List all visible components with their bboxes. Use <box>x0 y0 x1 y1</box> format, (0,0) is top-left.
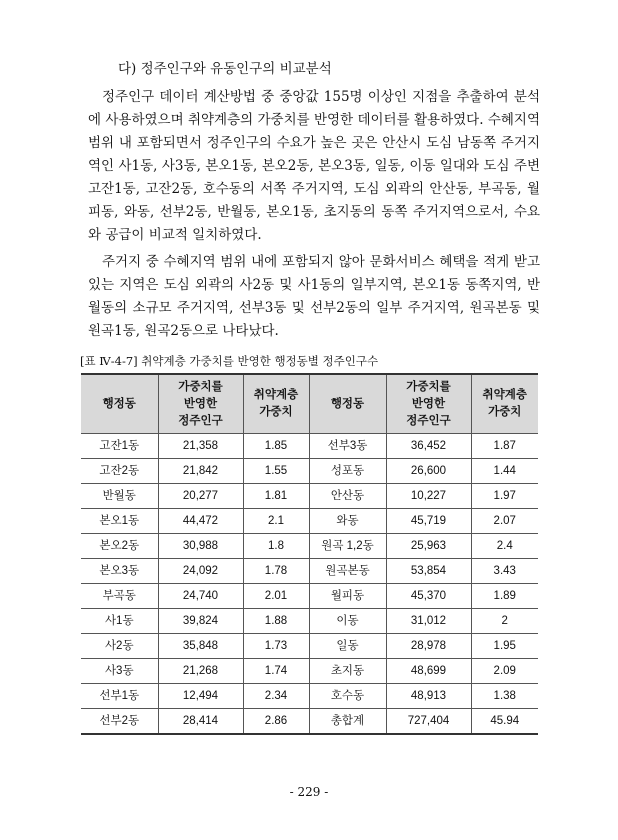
table-cell: 성포동 <box>309 459 386 484</box>
section-heading: 다) 정주인구와 유동인구의 비교분석 <box>118 61 332 77</box>
table-cell: 36,452 <box>386 434 471 459</box>
table-cell: 26,600 <box>386 459 471 484</box>
table-cell: 일동 <box>309 634 386 659</box>
table-row <box>81 634 538 659</box>
table-cell: 12,494 <box>158 684 243 709</box>
table-cell: 본오2동 <box>81 534 158 559</box>
table-cell: 부곡동 <box>81 584 158 609</box>
page-number: - 229 - <box>289 785 329 799</box>
column-header: 취약계층 가중치 <box>243 374 309 434</box>
table-cell: 21,842 <box>158 459 243 484</box>
table-row <box>81 659 538 684</box>
table-cell: 44,472 <box>158 509 243 534</box>
table-row <box>81 684 538 709</box>
column-header: 행정동 <box>309 374 386 434</box>
table-cell: 1.55 <box>243 459 309 484</box>
table-cell: 31,012 <box>386 609 471 634</box>
table-cell: 1.44 <box>471 459 538 484</box>
table-row <box>81 459 538 484</box>
table-cell: 1.81 <box>243 484 309 509</box>
population-table <box>81 373 538 735</box>
table-cell: 45.94 <box>471 709 538 735</box>
table-row <box>81 434 538 459</box>
table-cell: 2.34 <box>243 684 309 709</box>
table-cell: 1.97 <box>471 484 538 509</box>
column-header: 행정동 <box>81 374 158 434</box>
table-cell: 1.73 <box>243 634 309 659</box>
table-cell: 1.38 <box>471 684 538 709</box>
table-cell: 24,740 <box>158 584 243 609</box>
table-cell: 사3동 <box>81 659 158 684</box>
table-cell: 1.87 <box>471 434 538 459</box>
table-row <box>81 559 538 584</box>
table-cell: 1.78 <box>243 559 309 584</box>
table-cell: 2.4 <box>471 534 538 559</box>
table-cell: 호수동 <box>309 684 386 709</box>
table-cell: 초지동 <box>309 659 386 684</box>
table-cell: 2.07 <box>471 509 538 534</box>
table-cell: 24,092 <box>158 559 243 584</box>
table-row <box>81 534 538 559</box>
table-cell: 선부3동 <box>309 434 386 459</box>
table-cell: 48,699 <box>386 659 471 684</box>
table-cell: 1.8 <box>243 534 309 559</box>
table-cell: 총합계 <box>309 709 386 735</box>
table-cell: 21,358 <box>158 434 243 459</box>
table-cell: 안산동 <box>309 484 386 509</box>
table-cell: 사1동 <box>81 609 158 634</box>
table-cell: 1.89 <box>471 584 538 609</box>
table-cell: 48,913 <box>386 684 471 709</box>
table-cell: 사2동 <box>81 634 158 659</box>
table-cell: 2 <box>471 609 538 634</box>
table-cell: 본오1동 <box>81 509 158 534</box>
table-cell: 선부1동 <box>81 684 158 709</box>
table-cell: 고잔1동 <box>81 434 158 459</box>
table-cell: 21,268 <box>158 659 243 684</box>
table-cell: 28,978 <box>386 634 471 659</box>
column-header: 가중치를 반영한 정주인구 <box>386 374 471 434</box>
column-header: 취약계층 가중치 <box>471 374 538 434</box>
table-cell: 1.85 <box>243 434 309 459</box>
table-cell: 45,719 <box>386 509 471 534</box>
table-cell: 20,277 <box>158 484 243 509</box>
table-cell: 원곡본동 <box>309 559 386 584</box>
table-cell: 본오3동 <box>81 559 158 584</box>
table-cell: 10,227 <box>386 484 471 509</box>
table-cell: 53,854 <box>386 559 471 584</box>
page-content <box>80 58 540 735</box>
table-cell: 고잔2동 <box>81 459 158 484</box>
table-row <box>81 584 538 609</box>
table-cell: 반월동 <box>81 484 158 509</box>
table-caption: [표 Ⅳ-4-7] 취약계층 가중치를 반영한 행정동별 정주인구수 <box>80 354 379 368</box>
table-row <box>81 609 538 634</box>
table-cell: 이동 <box>309 609 386 634</box>
table-cell: 30,988 <box>158 534 243 559</box>
table-cell: 선부2동 <box>81 709 158 735</box>
table-cell: 2.1 <box>243 509 309 534</box>
table-cell: 월피동 <box>309 584 386 609</box>
table-cell: 2.01 <box>243 584 309 609</box>
table-cell: 25,963 <box>386 534 471 559</box>
table-cell: 1.95 <box>471 634 538 659</box>
table-cell: 2.86 <box>243 709 309 735</box>
table-cell: 1.74 <box>243 659 309 684</box>
table-row <box>81 709 538 735</box>
paragraph: 정주인구 데이터 계산방법 중 중앙값 155명 이상인 지점을 추출하여 분석에 사용하였으며 취약계층의 가중치를 반영한 데이터를 활용하였다. 수혜지역 범위 내 포함되면서 정주인구의 수요가 높은 곳은 안산시 도심 남동쪽 주거지역인 사1동, 사3동, 본오1동, 본오2동, 본오3동, 일동, 이동 일대와 도심 주변 고잔1동, 고잔2동, 호수동의 서쪽 주거지역, 도심 외곽의 안산동, 부곡동, 월피동, 와동, 선부2동, 반월동, 본오1동, 초지동의 동쪽 주거지역으로서, 수요와 공급이 비교적 일치하였다. <box>88 89 540 243</box>
column-header: 가중치를 반영한 정주인구 <box>158 374 243 434</box>
table-cell: 원곡 1,2동 <box>309 534 386 559</box>
table-cell: 1.88 <box>243 609 309 634</box>
table-header-row <box>81 374 538 434</box>
table-row <box>81 484 538 509</box>
table-row <box>81 509 538 534</box>
table-cell: 39,824 <box>158 609 243 634</box>
table-cell: 45,370 <box>386 584 471 609</box>
paragraph: 주거지 중 수혜지역 범위 내에 포함되지 않아 문화서비스 혜택을 적게 받고 있는 지역은 도심 외곽의 사2동 및 사1동의 일부지역, 본오1동 동쪽지역, 반월동의 소규모 주거지역, 선부3동 및 선부2동의 일부 주거지역, 원곡본동 및 원곡1동, 원곡2동으로 나타났다. <box>88 254 540 339</box>
table-cell: 2.09 <box>471 659 538 684</box>
table-cell: 와동 <box>309 509 386 534</box>
table-cell: 727,404 <box>386 709 471 735</box>
table-cell: 35,848 <box>158 634 243 659</box>
table-cell: 28,414 <box>158 709 243 735</box>
table-cell: 3.43 <box>471 559 538 584</box>
